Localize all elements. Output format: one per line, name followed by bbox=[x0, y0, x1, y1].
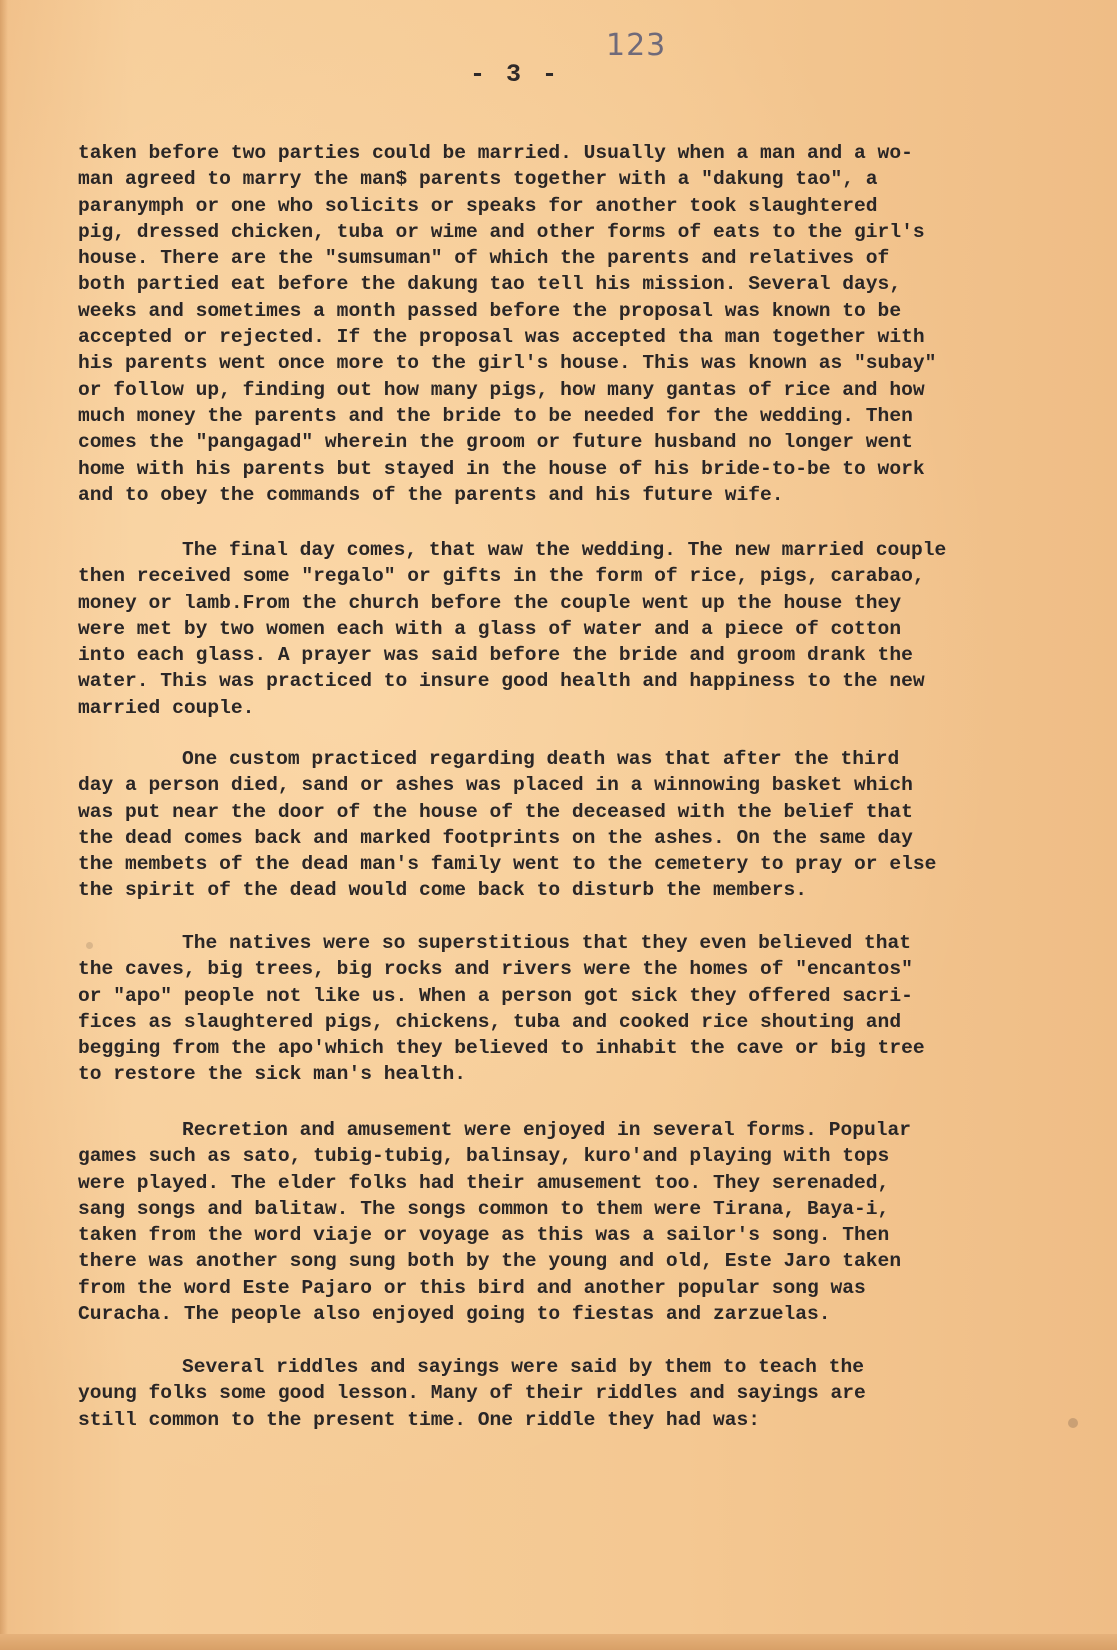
text-line: Several riddles and sayings were said by them to teach the bbox=[182, 1356, 864, 1378]
paragraph-superstition bbox=[78, 930, 1038, 1088]
text-line: games such as sato, tubig-tubig, balinsay, kuro'and playing with tops bbox=[78, 1145, 890, 1168]
text-line: the caves, big trees, big rocks and rivers were the homes of "encantos" bbox=[78, 958, 913, 981]
ink-smudge bbox=[86, 942, 93, 949]
text-line: was put near the door of the house of the deceased with the belief that bbox=[78, 800, 913, 823]
text-line: One custom practiced regarding death was that after the third bbox=[182, 748, 900, 770]
text-line: comes the "pangagad" wherein the groom or future husband no longer went bbox=[78, 431, 913, 454]
text-line: or follow up, finding out how many pigs, how many gantas of rice and how bbox=[78, 378, 925, 401]
text-line: were played. The elder folks had their amusement too. They serenaded, bbox=[78, 1171, 890, 1194]
text-line: begging from the apo'which they believed to inhabit the cave or big tree bbox=[78, 1037, 925, 1060]
text-line: much money the parents and the bride to be needed for the wedding. Then bbox=[78, 404, 913, 427]
text-line: his parents went once more to the girl's house. This was known as "subay" bbox=[78, 352, 937, 375]
text-line: then received some "regalo" or gifts in the form of rice, pigs, carabao, bbox=[78, 565, 925, 588]
ink-smudge bbox=[1068, 1418, 1078, 1428]
text-line: man agreed to marry the man$ parents together with a "dakung tao", a bbox=[78, 168, 878, 191]
paragraph-recreation bbox=[78, 1117, 1038, 1327]
paragraph-wedding bbox=[78, 537, 1038, 721]
archive-page-number: 123 bbox=[606, 28, 667, 63]
text-line: from the word Este Pajaro or this bird and another popular song was bbox=[78, 1276, 866, 1299]
text-line: married couple. bbox=[78, 696, 255, 719]
text-line: Recretion and amusement were enjoyed in several forms. Popular bbox=[182, 1119, 912, 1141]
text-line: both partied eat before the dakung tao tell his mission. Several days, bbox=[78, 273, 902, 296]
paragraph-courtship bbox=[78, 140, 1038, 508]
text-line: The natives were so superstitious that they even believed that bbox=[182, 932, 912, 954]
text-line: day a person died, sand or ashes was placed in a winnowing basket which bbox=[78, 774, 913, 797]
text-line: accepted or rejected. If the proposal was accepted tha man together with bbox=[78, 326, 925, 349]
text-line: fices as slaughtered pigs, chickens, tuba and cooked rice shouting and bbox=[78, 1010, 902, 1033]
text-line: the membets of the dead man's family went to the cemetery to pray or else bbox=[78, 853, 937, 876]
text-line: home with his parents but stayed in the house of his bride-to-be to work bbox=[78, 457, 925, 480]
page-marker: - 3 - bbox=[470, 60, 561, 89]
text-line: the dead comes back and marked footprints on the ashes. On the same day bbox=[78, 826, 913, 849]
text-line: taken from the word viaje or voyage as this was a sailor's song. Then bbox=[78, 1224, 890, 1247]
text-line: money or lamb.From the church before the couple went up the house they bbox=[78, 591, 902, 614]
text-line: sang songs and balitaw. The songs common to them were Tirana, Baya-i, bbox=[78, 1197, 890, 1220]
text-line: the spirit of the dead would come back to disturb the members. bbox=[78, 879, 808, 902]
text-line: Curacha. The people also enjoyed going to fiestas and zarzuelas. bbox=[78, 1303, 831, 1326]
page-edge-shadow bbox=[0, 0, 8, 1650]
text-line: still common to the present time. One riddle they had was: bbox=[78, 1408, 760, 1431]
text-line: to restore the sick man's health. bbox=[78, 1063, 467, 1086]
text-line: water. This was practiced to insure good health and happiness to the new bbox=[78, 670, 925, 693]
paragraph-riddles bbox=[78, 1354, 1038, 1433]
text-line: and to obey the commands of the parents and his future wife. bbox=[78, 483, 784, 506]
text-line: or "apo" people not like us. When a person got sick they offered sacri- bbox=[78, 984, 913, 1007]
text-line: there was another song sung both by the young and old, Este Jaro taken bbox=[78, 1250, 902, 1273]
text-line: into each glass. A prayer was said before the bride and groom drank the bbox=[78, 644, 913, 667]
text-line: young folks some good lesson. Many of their riddles and sayings are bbox=[78, 1382, 866, 1405]
page-bottom-edge bbox=[0, 1634, 1117, 1650]
text-line: paranymph or one who solicits or speaks for another took slaughtered bbox=[78, 194, 878, 217]
text-line: pig, dressed chicken, tuba or wime and other forms of eats to the girl's bbox=[78, 220, 925, 243]
text-line: were met by two women each with a glass of water and a piece of cotton bbox=[78, 617, 902, 640]
paragraph-death-custom bbox=[78, 746, 1038, 904]
text-line: taken before two parties could be married. Usually when a man and a wo- bbox=[78, 142, 913, 164]
text-line: house. There are the "sumsuman" of which the parents and relatives of bbox=[78, 247, 890, 270]
text-line: The final day comes, that waw the wedding. The new married couple bbox=[182, 539, 947, 561]
text-line: weeks and sometimes a month passed before the proposal was known to be bbox=[78, 299, 902, 322]
